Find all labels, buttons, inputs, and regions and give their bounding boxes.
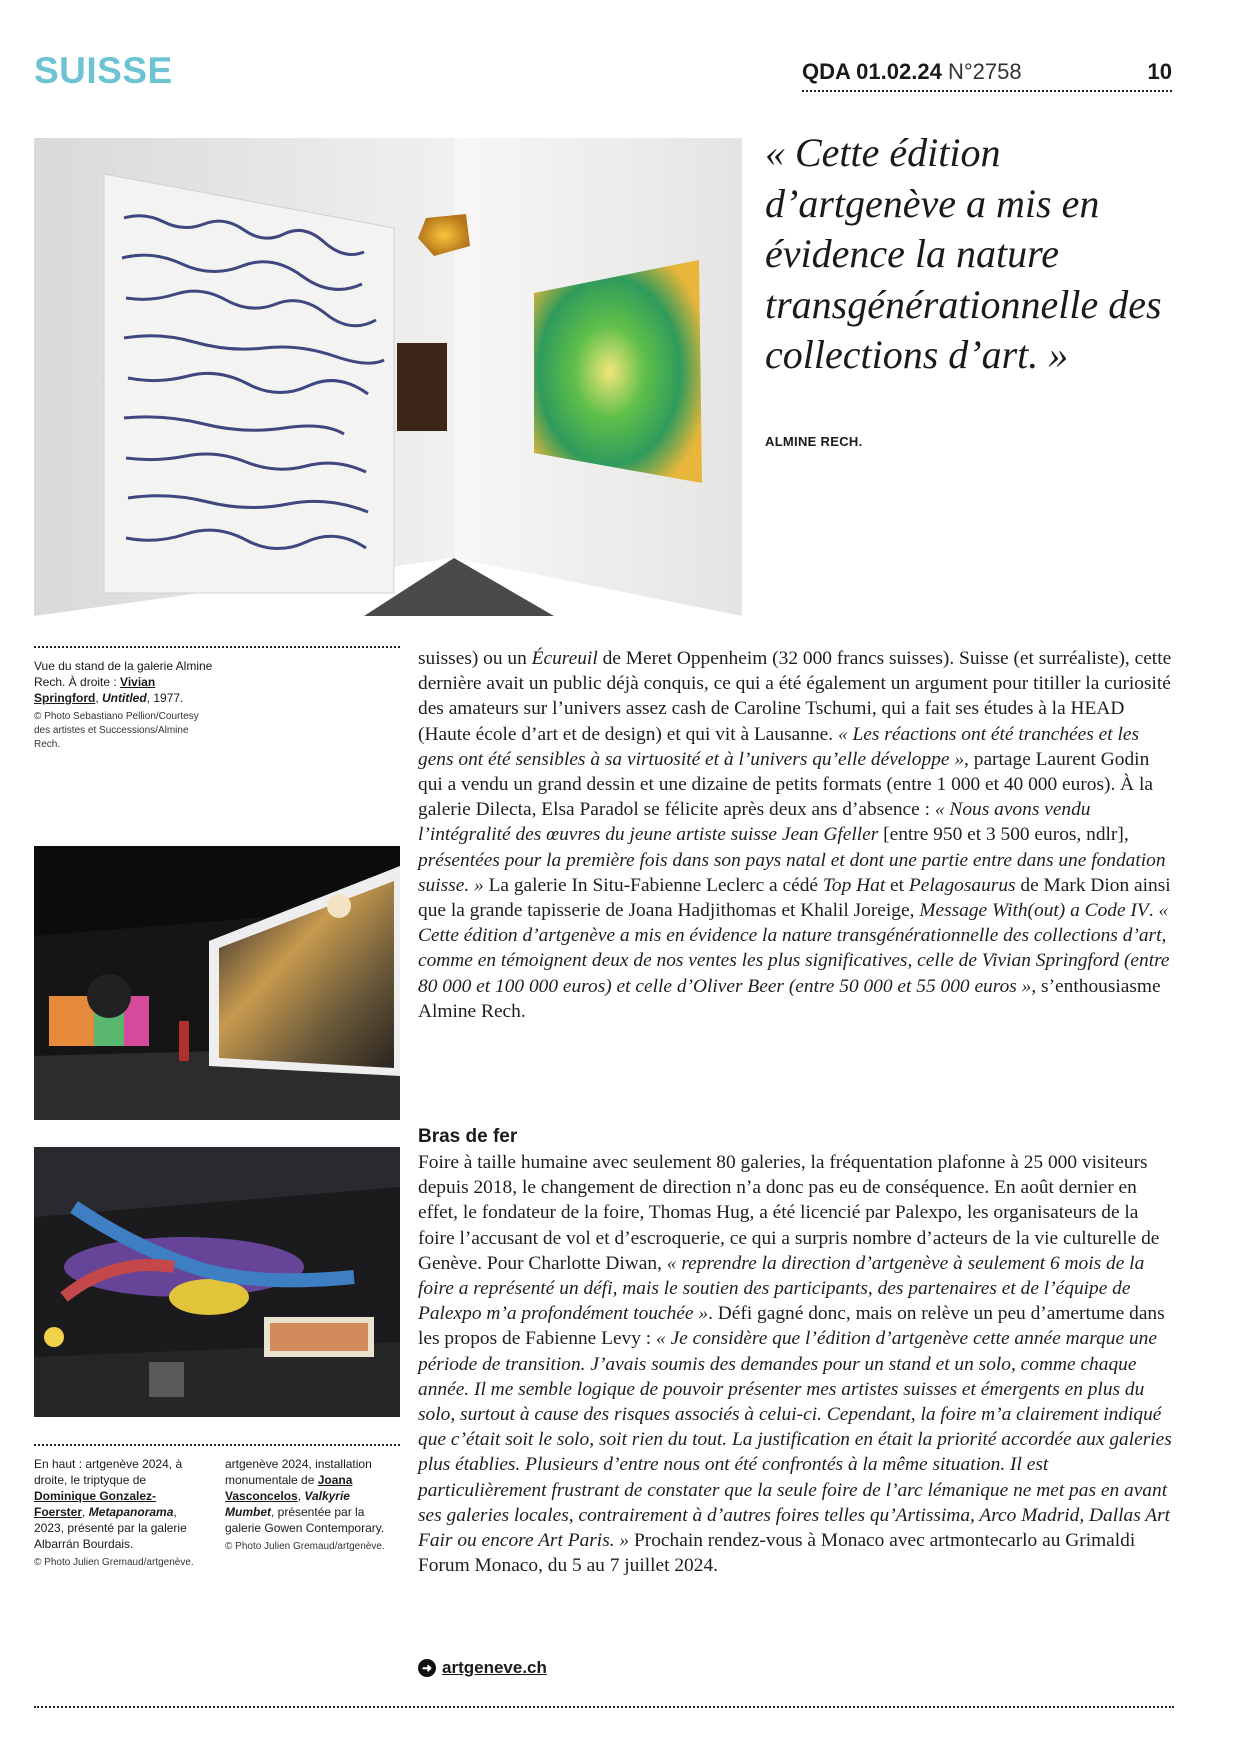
photo-credit: © Photo Julien Gremaud/artgenève. xyxy=(225,1541,385,1552)
italic-run: « Cette édition d’artgenève a mis en évidence la nature transgénérationnelle des collections d’art, comme en témoignent deux de nos ventes les plus significatives, celle de Vivian Springford (entre 80 000 et 100 000 euros) et celle d’Oliver Beer (entre 50 000 et 55 000 euros » xyxy=(418,900,1170,997)
publication-date: QDA 01.02.24 xyxy=(802,59,942,84)
text-run: Foire à taille humaine avec seulement 80 galeries, la fréquentation plafonne à 25 000 visiteurs depuis 2018, le changement de direction n’a donc pas eu de conséquence. En août dernier en effet, le fondateur de la foire, Thomas Hug, a été licencié par Palexpo, les organisateurs de la foire l’accusant de vol et d’escroquerie, ce qui a surpris nombre d’acteurs de la vie culturelle de Genève. Pour Charlotte Diwan, xyxy=(418,1152,1160,1274)
website-link[interactable] xyxy=(418,1658,547,1678)
page-number: 10 xyxy=(1147,59,1172,84)
text-run: et xyxy=(885,874,909,896)
issue-header xyxy=(802,60,1172,88)
footer-divider xyxy=(34,1706,1174,1708)
italic-run: « Les réactions ont été tranchées et les gens ont été sensibles à sa virtuosité et à l’univers qu’elle développe » xyxy=(418,723,1139,770)
text-run: de Mark Dion ainsi que la grande tapisserie de Joana Hadjithomas et Khalil Joreige, xyxy=(418,874,1171,922)
website-link-label[interactable]: artgeneve.ch xyxy=(442,1658,547,1677)
section-title: SUISSE xyxy=(34,50,173,91)
photo-almine-rech-stand xyxy=(34,138,742,616)
article-body-continued xyxy=(418,1150,1178,1578)
arrow-right-circle-icon: ➜ xyxy=(418,1659,436,1677)
photo-valkyrie-mumbet xyxy=(34,1147,400,1417)
italic-run: « reprendre la direction d’artgenève à seulement 6 mois de la foire a représenté un défi, mais le soutien des participants, des partenaires et de l’équipe de Palexpo m’a profondément touchée » xyxy=(418,1252,1145,1325)
pull-quote: « Cette édition d’artgenève a mis en évidence la nature transgénérationnelle des collections d’art. » xyxy=(765,130,1162,377)
text-run: suisses) ou un xyxy=(418,648,532,669)
text-run: de Meret Oppenheim (32 000 francs suisses). Suisse (et surréaliste), cette dernière avait un public déjà conquis, ce qui a été également un argument pour titiller la curiosité des amateurs sur l’univers assez cash de Caroline Tschumi, qui a fait ses études à la HEAD (Haute école d’art et de design) et qui vit à Lausanne. xyxy=(418,648,1172,745)
artwork-title: Valkyrie Mumbet xyxy=(225,1489,350,1519)
header-divider xyxy=(802,90,1172,92)
text-run: Prochain rendez-vous à Monaco avec artmontecarlo au Grimaldi Forum Monaco, du 5 au 7 juillet 2024. xyxy=(418,1530,1136,1577)
photo-caption-left: En haut : artgenève 2024, à droite, le triptyque de Dominique Gonzalez-Foerster, Metapanorama, 2023, présenté par la galerie Albarrán Bourdais. © Photo Julien Gremaud/artgenève. xyxy=(34,1456,204,1570)
article-paragraph xyxy=(418,1150,1178,1578)
artwork-title: Untitled xyxy=(102,691,147,705)
text-run: La galerie In Situ-Fabienne Leclerc a cédé xyxy=(483,874,823,896)
artist-name: Dominique Gonzalez-Foerster xyxy=(34,1489,157,1519)
photo-caption-right: artgenève 2024, installation monumentale de Joana Vasconcelos, Valkyrie Mumbet, présentée par la galerie Gowen Contemporary. © Photo Julien Gremaud/artgenève. xyxy=(225,1456,400,1554)
italic-run: « Je considère que l’édition d’artgenève cette année marque une période de transition. J’avais soumis des demandes pour un stand et un solo, comme chaque année. Il me semble logique de pouvoir présenter mes artistes suisses et émergents en plus du solo, surtout à cause des risques associés à celui-ci. Cependant, la foire m’a clairement indiqué que c’était soit le solo, soit rien du tout. La justification en était la priorité accordée aux galeries plus établies. Plusieurs d’entre nous ont été confrontés à la même situation. Il est particulièrement frustrant de constater que la seule foire de l’arc lémanique ne met pas en avant ses galeries locales, contrairement à d’autres foires telles qu’Artissima, Arco Madrid, Dallas Art Fair ou encore Art Paris. » xyxy=(418,1328,1172,1552)
article-body xyxy=(418,646,1178,1024)
caption-divider xyxy=(34,646,400,648)
text-run: . xyxy=(1148,900,1159,922)
italic-run: , présentées pour la première fois dans son pays natal et dont une partie entre dans une fondation suisse. » xyxy=(418,824,1166,896)
text-run: , s’enthousiasme Almine Rech. xyxy=(418,975,1161,1022)
artist-name: Vivian Springford xyxy=(34,675,156,705)
italic-run: Message With(out) a Code IV xyxy=(919,900,1149,922)
text-run: [entre 950 et 3 500 euros, ndlr] xyxy=(883,824,1124,846)
issue-number: N°2758 xyxy=(947,59,1022,84)
text-run: , partage Laurent Godin qui a vendu un grand dessin et une dizaine de petits formats (entre 1 000 et 40 000 euros). À la galerie Dilecta, Elsa Paradol se félicite après deux ans d’absence : xyxy=(418,748,1154,821)
section-subhead: Bras de fer xyxy=(418,1126,518,1147)
artist-name: Joana Vasconcelos xyxy=(225,1473,353,1503)
italic-run: Top Hat xyxy=(822,874,886,896)
caption-divider xyxy=(34,1444,400,1446)
italic-run: Pelagosaurus xyxy=(908,874,1016,896)
photo-metapanorama xyxy=(34,846,400,1120)
photo-credit: © Photo Julien Gremaud/artgenève. xyxy=(34,1557,194,1568)
quote-author: ALMINE RECH. xyxy=(765,434,863,449)
artwork-title: Metapanorama xyxy=(88,1505,174,1519)
article-paragraph xyxy=(418,646,1178,1024)
text-run: . Défi gagné donc, mais on relève un peu d’amertume dans les propos de Fabienne Levy : xyxy=(418,1303,1165,1350)
italic-run: « Nous avons vendu l’intégralité des œuvres du jeune artiste suisse Jean Gfeller xyxy=(418,799,1091,846)
photo-caption: Vue du stand de la galerie Almine Rech. À droite : Vivian Springford, Untitled, 1977. © Photo Sebastiano Pellion/Courtesy des artistes et Successions/Almine Rech. xyxy=(34,659,213,750)
photo-credit: © Photo Sebastiano Pellion/Courtesy des artistes et Successions/Almine Rech. xyxy=(34,711,199,750)
italic-run: Écureuil xyxy=(531,648,598,669)
